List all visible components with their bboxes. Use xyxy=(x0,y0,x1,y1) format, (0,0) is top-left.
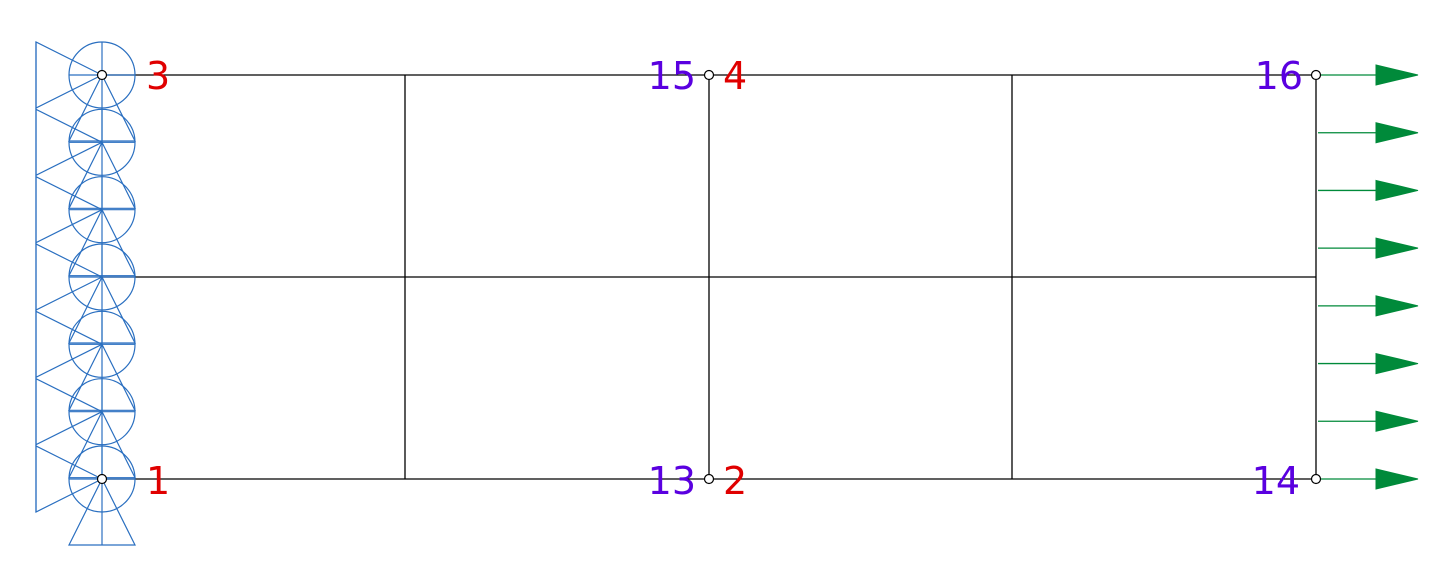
load-arrow-8 xyxy=(1318,469,1418,489)
node-label-16: 16 xyxy=(1254,54,1303,98)
load-arrow-1 xyxy=(1318,65,1418,85)
support-3 xyxy=(36,177,135,276)
load-arrow-6 xyxy=(1318,354,1418,374)
load-arrow-head xyxy=(1376,180,1418,200)
node-label-1: 1 xyxy=(146,459,171,503)
node-marker-16 xyxy=(1312,71,1321,80)
node-label-13: 13 xyxy=(647,459,696,503)
load-arrow-head xyxy=(1376,65,1418,85)
support-2 xyxy=(36,109,135,208)
node-marker-3 xyxy=(98,71,107,80)
load-arrow-head xyxy=(1376,238,1418,258)
node-label-14: 14 xyxy=(1251,459,1300,503)
loads-group xyxy=(1318,65,1418,489)
node-marker-1 xyxy=(98,475,107,484)
support-7 xyxy=(36,446,135,545)
support-5 xyxy=(36,311,135,410)
support-6 xyxy=(36,379,135,478)
node-label-4: 4 xyxy=(723,54,748,98)
node-label-3: 3 xyxy=(146,54,171,98)
load-arrow-head xyxy=(1376,296,1418,316)
load-arrow-7 xyxy=(1318,411,1418,431)
support-4 xyxy=(36,244,135,343)
node-label-15: 15 xyxy=(647,54,696,98)
support-1 xyxy=(36,42,135,141)
load-arrow-head xyxy=(1376,411,1418,431)
load-arrow-3 xyxy=(1318,180,1418,200)
load-arrow-4 xyxy=(1318,238,1418,258)
mesh-grid xyxy=(102,75,1316,479)
node-marker-15-4 xyxy=(705,71,714,80)
load-arrow-5 xyxy=(1318,296,1418,316)
node-label-2: 2 xyxy=(723,459,748,503)
load-arrow-2 xyxy=(1318,123,1418,143)
node-marker-13-2 xyxy=(705,475,714,484)
load-arrow-head xyxy=(1376,354,1418,374)
node-marker-14 xyxy=(1312,475,1321,484)
supports-group xyxy=(36,42,135,545)
load-arrow-head xyxy=(1376,469,1418,489)
load-arrow-head xyxy=(1376,123,1418,143)
